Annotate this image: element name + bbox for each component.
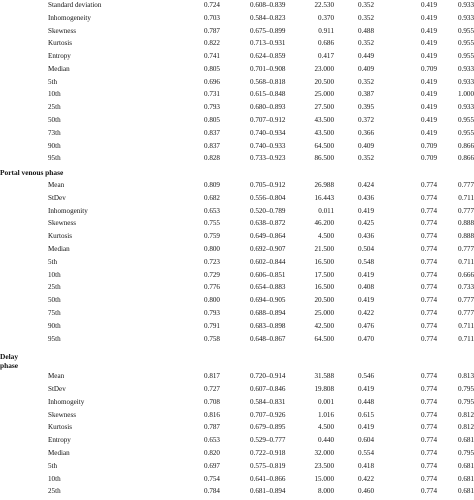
p-value-cell: 0.366 [358, 128, 374, 137]
auc-cell: 0.784 [204, 487, 220, 496]
ci-cell: 0.707–0.926 [250, 410, 286, 419]
feature-cell: StDev [48, 385, 66, 394]
specificity-cell: 0.777 [458, 206, 474, 215]
p-value-cell: 0.504 [358, 245, 374, 254]
p-value-cell: 0.409 [358, 64, 374, 73]
sensitivity-cell: 0.774 [421, 257, 437, 266]
sensitivity-cell: 0.709 [421, 154, 437, 163]
ci-cell: 0.740–0.934 [250, 128, 286, 137]
specificity-cell: 0.813 [458, 372, 474, 381]
feature-cell: Inhomogenity [48, 206, 88, 215]
auc-cell: 0.741 [204, 52, 220, 61]
table-row [0, 130, 474, 142]
table-row [0, 53, 474, 65]
ci-cell: 0.654–0.883 [250, 283, 286, 292]
feature-cell: 95th [48, 334, 61, 343]
cutoff-cell: 15.000 [314, 474, 334, 483]
auc-cell: 0.817 [204, 372, 220, 381]
ci-cell: 0.520–0.789 [250, 206, 286, 215]
specificity-cell: 1.000 [458, 90, 474, 99]
feature-cell: Mean [48, 181, 65, 190]
ci-cell: 0.681–0.894 [250, 487, 286, 496]
ci-cell: 0.720–0.914 [250, 372, 286, 381]
feature-cell: Inhomogeneity [48, 13, 91, 22]
sensitivity-cell: 0.419 [421, 90, 437, 99]
p-value-cell: 0.448 [358, 397, 374, 406]
table-row [0, 399, 474, 411]
auc-cell: 0.776 [204, 283, 220, 292]
p-value-cell: 0.408 [358, 283, 374, 292]
auc-cell: 0.754 [204, 474, 220, 483]
specificity-cell: 0.711 [458, 334, 474, 343]
specificity-cell: 0.777 [458, 308, 474, 317]
cutoff-cell: 20.500 [314, 296, 334, 305]
feature-cell: 10th [48, 474, 61, 483]
table-row [0, 195, 474, 207]
ci-cell: 0.675–0.899 [250, 26, 286, 35]
table-row [0, 220, 474, 232]
p-value-cell: 0.352 [358, 39, 374, 48]
sensitivity-cell: 0.774 [421, 321, 437, 330]
auc-cell: 0.820 [204, 448, 220, 457]
table-row [0, 233, 474, 245]
ci-cell: 0.607–0.846 [250, 385, 286, 394]
specificity-cell: 0.933 [458, 103, 474, 112]
sensitivity-cell: 0.774 [421, 206, 437, 215]
auc-cell: 0.822 [204, 39, 220, 48]
auc-cell: 0.791 [204, 321, 220, 330]
sensitivity-cell: 0.774 [421, 308, 437, 317]
sensitivity-cell: 0.709 [421, 141, 437, 150]
p-value-cell: 0.488 [358, 26, 374, 35]
specificity-cell: 0.933 [458, 1, 474, 9]
feature-cell: Kurtosis [48, 39, 73, 48]
feature-cell: 75th [48, 308, 61, 317]
cutoff-cell: 64.500 [314, 141, 334, 150]
ci-cell: 0.575–0.819 [250, 461, 286, 470]
table-row [0, 40, 474, 52]
table-row [0, 386, 474, 398]
feature-cell: 5th [48, 257, 58, 266]
table-row [0, 246, 474, 258]
p-value-cell: 0.418 [358, 461, 374, 470]
table-row [0, 2, 474, 14]
cutoff-cell: 17.500 [314, 270, 334, 279]
p-value-cell: 0.425 [358, 219, 374, 228]
auc-cell: 0.703 [204, 13, 220, 22]
specificity-cell: 0.711 [458, 321, 474, 330]
sensitivity-cell: 0.419 [421, 52, 437, 61]
feature-cell: 90th [48, 141, 61, 150]
feature-cell: 25th [48, 487, 61, 496]
table-row [0, 28, 474, 40]
table-row [0, 208, 474, 220]
cutoff-cell: 43.500 [314, 128, 334, 137]
feature-cell: Skewness [48, 219, 76, 228]
ci-cell: 0.694–0.905 [250, 296, 286, 305]
p-value-cell: 0.422 [358, 474, 374, 483]
auc-cell: 0.755 [204, 219, 220, 228]
feature-cell: 90th [48, 321, 61, 330]
auc-cell: 0.787 [204, 423, 220, 432]
p-value-cell: 0.352 [358, 1, 374, 9]
specificity-cell: 0.955 [458, 128, 474, 137]
p-value-cell: 0.460 [358, 487, 374, 496]
feature-cell: 50th [48, 296, 61, 305]
feature-cell: Standard deviation [48, 1, 102, 9]
sensitivity-cell: 0.419 [421, 39, 437, 48]
cutoff-cell: 23.000 [314, 64, 334, 73]
p-value-cell: 0.424 [358, 181, 374, 190]
auc-cell: 0.653 [204, 436, 220, 445]
feature-cell: 5th [48, 77, 58, 86]
cutoff-cell: 32.000 [314, 448, 334, 457]
cutoff-cell: 43.500 [314, 116, 334, 125]
auc-cell: 0.816 [204, 410, 220, 419]
feature-cell: Median [48, 64, 70, 73]
auc-cell: 0.724 [204, 1, 220, 9]
specificity-cell: 0.795 [458, 385, 474, 394]
auc-cell: 0.723 [204, 257, 220, 266]
sensitivity-cell: 0.774 [421, 410, 437, 419]
p-value-cell: 0.352 [358, 13, 374, 22]
table-row [0, 310, 474, 322]
sensitivity-cell: 0.774 [421, 219, 437, 228]
specificity-cell: 0.666 [458, 270, 474, 279]
sensitivity-cell: 0.774 [421, 448, 437, 457]
p-value-cell: 0.546 [358, 372, 374, 381]
ci-cell: 0.701–0.908 [250, 64, 286, 73]
table-row [0, 272, 474, 284]
specificity-cell: 0.955 [458, 26, 474, 35]
auc-cell: 0.708 [204, 397, 220, 406]
sensitivity-cell: 0.774 [421, 436, 437, 445]
ci-cell: 0.624–0.859 [250, 52, 286, 61]
ci-cell: 0.638–0.872 [250, 219, 286, 228]
specificity-cell: 0.955 [458, 116, 474, 125]
table-row [0, 437, 474, 449]
sensitivity-cell: 0.774 [421, 385, 437, 394]
auc-cell: 0.837 [204, 128, 220, 137]
table-row [0, 424, 474, 436]
cutoff-cell: 0.370 [318, 13, 334, 22]
auc-cell: 0.800 [204, 296, 220, 305]
cutoff-cell: 25.000 [314, 90, 334, 99]
p-value-cell: 0.470 [358, 334, 374, 343]
table-row [0, 91, 474, 103]
specificity-cell: 0.711 [458, 257, 474, 266]
p-value-cell: 0.419 [358, 296, 374, 305]
specificity-cell: 0.681 [458, 436, 474, 445]
specificity-cell: 0.888 [458, 219, 474, 228]
specificity-cell: 0.933 [458, 77, 474, 86]
table-row [0, 155, 474, 167]
ci-cell: 0.648–0.867 [250, 334, 286, 343]
p-value-cell: 0.615 [358, 410, 374, 419]
p-value-cell: 0.604 [358, 436, 374, 445]
sensitivity-cell: 0.774 [421, 193, 437, 202]
p-value-cell: 0.352 [358, 154, 374, 163]
table-row [0, 476, 474, 488]
sensitivity-cell: 0.419 [421, 13, 437, 22]
cutoff-cell: 31.588 [314, 372, 334, 381]
p-value-cell: 0.419 [358, 206, 374, 215]
auc-cell: 0.800 [204, 245, 220, 254]
table-row [0, 104, 474, 116]
auc-cell: 0.653 [204, 206, 220, 215]
sensitivity-cell: 0.774 [421, 296, 437, 305]
p-value-cell: 0.409 [358, 141, 374, 150]
table-row [0, 323, 474, 335]
cutoff-cell: 26.988 [314, 181, 334, 190]
ci-cell: 0.556–0.804 [250, 193, 286, 202]
table-row [0, 450, 474, 462]
table-row [0, 412, 474, 424]
specificity-cell: 0.955 [458, 52, 474, 61]
feature-cell: Skewness [48, 410, 76, 419]
p-value-cell: 0.476 [358, 321, 374, 330]
specificity-cell: 0.888 [458, 232, 474, 241]
p-value-cell: 0.395 [358, 103, 374, 112]
cutoff-cell: 16.443 [314, 193, 334, 202]
sensitivity-cell: 0.419 [421, 77, 437, 86]
ci-cell: 0.568–0.818 [250, 77, 286, 86]
sensitivity-cell: 0.709 [421, 64, 437, 73]
ci-cell: 0.649–0.864 [250, 232, 286, 241]
feature-cell: 25th [48, 283, 61, 292]
specificity-cell: 0.733 [458, 283, 474, 292]
table-row [0, 15, 474, 27]
p-value-cell: 0.419 [358, 270, 374, 279]
sensitivity-cell: 0.774 [421, 232, 437, 241]
table-row [0, 463, 474, 475]
auc-cell: 0.729 [204, 270, 220, 279]
feature-cell: StDev [48, 193, 66, 202]
sensitivity-cell: 0.419 [421, 1, 437, 9]
cutoff-cell: 23.500 [314, 461, 334, 470]
feature-cell: Kurtosis [48, 232, 73, 241]
p-value-cell: 0.419 [358, 423, 374, 432]
sensitivity-cell: 0.419 [421, 128, 437, 137]
specificity-cell: 0.866 [458, 154, 474, 163]
p-value-cell: 0.419 [358, 385, 374, 394]
ci-cell: 0.602–0.844 [250, 257, 286, 266]
section-heading: Delay phase [0, 352, 19, 370]
auc-cell: 0.787 [204, 26, 220, 35]
feature-cell: Mean [48, 372, 65, 381]
ci-cell: 0.692–0.907 [250, 245, 286, 254]
table-row [0, 117, 474, 129]
feature-cell: Median [48, 245, 70, 254]
feature-cell: 25th [48, 103, 61, 112]
p-value-cell: 0.436 [358, 193, 374, 202]
p-value-cell: 0.422 [358, 308, 374, 317]
specificity-cell: 0.795 [458, 448, 474, 457]
cutoff-cell: 4.500 [318, 423, 334, 432]
p-value-cell: 0.352 [358, 77, 374, 86]
p-value-cell: 0.372 [358, 116, 374, 125]
ci-cell: 0.606–0.851 [250, 270, 286, 279]
cutoff-cell: 42.500 [314, 321, 334, 330]
cutoff-cell: 86.500 [314, 154, 334, 163]
feature-cell: 10th [48, 270, 61, 279]
cutoff-cell: 0.911 [318, 26, 334, 35]
feature-cell: Entropy [48, 52, 71, 61]
ci-cell: 0.683–0.898 [250, 321, 286, 330]
auc-cell: 0.828 [204, 154, 220, 163]
cutoff-cell: 46.200 [314, 219, 334, 228]
ci-cell: 0.705–0.912 [250, 181, 286, 190]
auc-cell: 0.731 [204, 90, 220, 99]
ci-cell: 0.529–0.777 [250, 436, 286, 445]
auc-cell: 0.727 [204, 385, 220, 394]
table-row [0, 336, 474, 348]
p-value-cell: 0.449 [358, 52, 374, 61]
ci-cell: 0.707–0.912 [250, 116, 286, 125]
sensitivity-cell: 0.419 [421, 116, 437, 125]
ci-cell: 0.584–0.823 [250, 13, 286, 22]
section-heading: Portal venous phase [0, 168, 64, 178]
sensitivity-cell: 0.774 [421, 270, 437, 279]
p-value-cell: 0.436 [358, 232, 374, 241]
feature-cell: 5th [48, 461, 58, 470]
table-row [0, 284, 474, 296]
feature-cell: Median [48, 448, 70, 457]
cutoff-cell: 19.808 [314, 385, 334, 394]
cutoff-cell: 0.417 [318, 52, 334, 61]
specificity-cell: 0.866 [458, 141, 474, 150]
specificity-cell: 0.933 [458, 64, 474, 73]
feature-cell: Skewness [48, 26, 76, 35]
specificity-cell: 0.933 [458, 13, 474, 22]
specificity-cell: 0.777 [458, 296, 474, 305]
auc-cell: 0.793 [204, 103, 220, 112]
table-row [0, 373, 474, 385]
ci-cell: 0.713–0.931 [250, 39, 286, 48]
table-row [0, 182, 474, 194]
cutoff-cell: 25.000 [314, 308, 334, 317]
cutoff-cell: 16.500 [314, 283, 334, 292]
feature-cell: 73th [48, 128, 61, 137]
auc-cell: 0.758 [204, 334, 220, 343]
sensitivity-cell: 0.774 [421, 334, 437, 343]
table-row [0, 143, 474, 155]
auc-cell: 0.805 [204, 64, 220, 73]
auc-cell: 0.809 [204, 181, 220, 190]
cutoff-cell: 21.500 [314, 245, 334, 254]
cutoff-cell: 22.530 [314, 1, 334, 9]
feature-cell: Entropy [48, 436, 71, 445]
specificity-cell: 0.812 [458, 410, 474, 419]
cutoff-cell: 64.500 [314, 334, 334, 343]
specificity-cell: 0.681 [458, 487, 474, 496]
p-value-cell: 0.387 [358, 90, 374, 99]
auc-cell: 0.805 [204, 116, 220, 125]
feature-cell: 50th [48, 116, 61, 125]
sensitivity-cell: 0.419 [421, 26, 437, 35]
ci-cell: 0.722–0.918 [250, 448, 286, 457]
specificity-cell: 0.795 [458, 397, 474, 406]
specificity-cell: 0.955 [458, 39, 474, 48]
auc-cell: 0.697 [204, 461, 220, 470]
table-row [0, 66, 474, 78]
cutoff-cell: 8.000 [318, 487, 334, 496]
sensitivity-cell: 0.774 [421, 283, 437, 292]
sensitivity-cell: 0.774 [421, 474, 437, 483]
p-value-cell: 0.548 [358, 257, 374, 266]
sensitivity-cell: 0.419 [421, 103, 437, 112]
cutoff-cell: 20.500 [314, 77, 334, 86]
ci-cell: 0.615–0.848 [250, 90, 286, 99]
table-row [0, 259, 474, 271]
specificity-cell: 0.681 [458, 474, 474, 483]
ci-cell: 0.733–0.923 [250, 154, 286, 163]
feature-cell: Inhomogeity [48, 397, 85, 406]
cutoff-cell: 0.686 [318, 39, 334, 48]
specificity-cell: 0.681 [458, 461, 474, 470]
cutoff-cell: 0.440 [318, 436, 334, 445]
ci-cell: 0.680–0.893 [250, 103, 286, 112]
table-row [0, 488, 474, 500]
ci-cell: 0.608–0.839 [250, 1, 286, 9]
sensitivity-cell: 0.774 [421, 423, 437, 432]
cutoff-cell: 4.500 [318, 232, 334, 241]
auc-cell: 0.837 [204, 141, 220, 150]
sensitivity-cell: 0.774 [421, 487, 437, 496]
sensitivity-cell: 0.774 [421, 461, 437, 470]
cutoff-cell: 0.011 [318, 206, 334, 215]
cutoff-cell: 0.001 [318, 397, 334, 406]
specificity-cell: 0.777 [458, 245, 474, 254]
p-value-cell: 0.554 [358, 448, 374, 457]
table-row [0, 297, 474, 309]
specificity-cell: 0.777 [458, 181, 474, 190]
ci-cell: 0.679–0.895 [250, 423, 286, 432]
sensitivity-cell: 0.774 [421, 397, 437, 406]
auc-cell: 0.682 [204, 193, 220, 202]
table-row [0, 79, 474, 91]
sensitivity-cell: 0.774 [421, 181, 437, 190]
ci-cell: 0.740–0.933 [250, 141, 286, 150]
cutoff-cell: 1.016 [318, 410, 334, 419]
auc-cell: 0.696 [204, 77, 220, 86]
ci-cell: 0.584–0.831 [250, 397, 286, 406]
feature-cell: Kurtosis [48, 423, 73, 432]
sensitivity-cell: 0.774 [421, 372, 437, 381]
sensitivity-cell: 0.774 [421, 245, 437, 254]
auc-cell: 0.759 [204, 232, 220, 241]
auc-cell: 0.793 [204, 308, 220, 317]
ci-cell: 0.688–0.894 [250, 308, 286, 317]
ci-cell: 0.641–0.866 [250, 474, 286, 483]
feature-cell: 95th [48, 154, 61, 163]
feature-cell: 10th [48, 90, 61, 99]
cutoff-cell: 27.500 [314, 103, 334, 112]
specificity-cell: 0.711 [458, 193, 474, 202]
specificity-cell: 0.812 [458, 423, 474, 432]
cutoff-cell: 16.500 [314, 257, 334, 266]
